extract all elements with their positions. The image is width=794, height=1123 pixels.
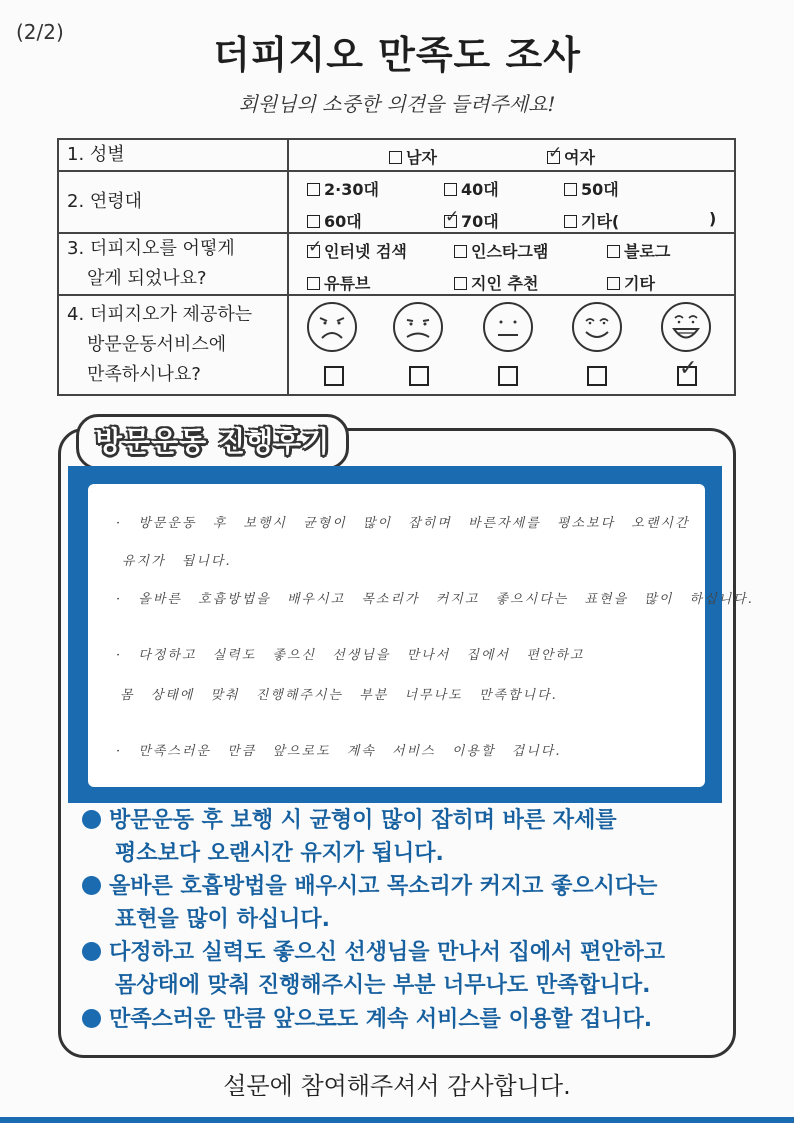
page-subtitle: 회원님의 소중한 의견을 들려주세요! (238, 92, 556, 116)
age-option-60[interactable]: 60대 (307, 209, 362, 232)
checkbox[interactable] (389, 151, 402, 164)
neutral-face-icon (483, 302, 533, 352)
question-satisfaction-line2: 방문운동서비스에 (87, 334, 227, 355)
source-option-referral[interactable]: 지인 추천 (454, 271, 538, 294)
question-age-label: 2. 연령대 (58, 171, 288, 233)
bullet-dot (82, 810, 101, 829)
question-source-line1: 3. 더피지오를 어떻게 (67, 238, 235, 259)
source-option-other[interactable]: 기타 (607, 271, 655, 294)
very-sad-face-icon (307, 302, 357, 352)
very-happy-face-icon (661, 302, 711, 352)
review-item: 다정하고 실력도 좋으신 선생님을 만나서 집에서 편안하고 몸상태에 맞춰 진행해주시는 부분 너무나도 만족합니다. (82, 936, 722, 1002)
satisfaction-checkbox-5[interactable] (677, 366, 697, 386)
bullet-dot (82, 876, 101, 895)
age-option-other[interactable]: 기타( (564, 209, 619, 232)
age-option-70[interactable]: ✓ 70대 (444, 209, 499, 232)
checkbox[interactable] (444, 183, 457, 196)
source-option-youtube[interactable]: 유튜브 (307, 271, 370, 294)
gender-option-female[interactable]: ✓ 여자 (547, 145, 595, 168)
satisfaction-checkbox-3[interactable] (498, 366, 518, 386)
handwritten-line: · 올바른 호흡방법을 배우시고 목소리가 커지고 좋으시다는 표현을 많이 하십니다. (116, 592, 754, 607)
satisfaction-checkbox-2[interactable] (409, 366, 429, 386)
age-option-40[interactable]: 40대 (444, 177, 499, 200)
age-option-20-30[interactable]: 2·30대 (307, 177, 379, 200)
age-other-close: ) (709, 209, 717, 228)
checkbox[interactable] (307, 215, 320, 228)
handwritten-line: · 방문운동 후 보행시 균형이 많이 잡히며 바른자세를 평소보다 오랜시간 (116, 516, 690, 531)
satisfaction-options (288, 295, 735, 395)
bullet-dot (82, 1009, 101, 1028)
question-satisfaction-line3: 만족하시나요? (87, 364, 201, 385)
handwritten-review-card (88, 484, 754, 787)
age-option-50[interactable]: 50대 (564, 177, 619, 200)
checkbox[interactable] (307, 183, 320, 196)
satisfaction-checkbox-4[interactable] (587, 366, 607, 386)
source-option-instagram[interactable]: 인스타그램 (454, 239, 548, 262)
age-options (288, 171, 735, 233)
page-number: (2/2) (16, 20, 64, 44)
handwritten-line: · 다정하고 실력도 좋으신 선생님을 만나서 집에서 편안하고 (116, 648, 585, 663)
checkbox-checked[interactable] (307, 245, 320, 258)
review-heading: 방문운동 진행후기 (76, 414, 349, 470)
gender-options (288, 139, 735, 171)
survey-table (57, 138, 736, 396)
source-options (288, 233, 735, 295)
question-gender-label: 1. 성별 (58, 139, 288, 171)
checkbox-checked[interactable] (547, 151, 560, 164)
handwritten-line: 유지가 됩니다. (122, 554, 232, 569)
review-item: 방문운동 후 보행 시 균형이 많이 잡히며 바른 자세를 평소보다 오랜시간 유지가 됩니다. (82, 804, 722, 870)
sad-face-icon (393, 302, 443, 352)
handwritten-line: · 만족스러운 만큼 앞으로도 계속 서비스 이용할 겁니다. (116, 744, 562, 759)
question-satisfaction-line1: 4. 더피지오가 제공하는 (67, 304, 253, 325)
review-item: 올바른 호흡방법을 배우시고 목소리가 커지고 좋으시다는 표현을 많이 하십니다. (82, 870, 722, 936)
checkbox[interactable] (454, 277, 467, 290)
page-title: 더피지오 만족도 조사 (213, 33, 581, 77)
question-source-line2: 알게 되었나요? (87, 268, 207, 289)
happy-face-icon (572, 302, 622, 352)
source-option-blog[interactable]: 블로그 (607, 239, 670, 262)
checkbox[interactable] (607, 277, 620, 290)
question-source-label (58, 233, 288, 295)
review-item: 만족스러운 만큼 앞으로도 계속 서비스를 이용할 겁니다. (82, 1003, 722, 1036)
satisfaction-checkbox-1[interactable] (324, 366, 344, 386)
checkbox[interactable] (564, 215, 577, 228)
bottom-accent-bar (0, 1117, 794, 1123)
checkbox[interactable] (454, 245, 467, 258)
checkbox[interactable] (307, 277, 320, 290)
footer-thanks: 설문에 참여해주셔서 감사합니다. (223, 1072, 571, 1100)
handwritten-line: 몸 상태에 맞춰 진행해주시는 부분 너무나도 만족합니다. (120, 688, 558, 703)
gender-option-male[interactable]: 남자 (389, 145, 437, 168)
checkbox[interactable] (564, 183, 577, 196)
question-satisfaction-label (58, 295, 288, 395)
checkbox-checked[interactable] (444, 215, 457, 228)
source-option-internet[interactable]: ✓인터넷 검색 (307, 239, 407, 262)
bullet-dot (82, 942, 101, 961)
checkbox[interactable] (607, 245, 620, 258)
